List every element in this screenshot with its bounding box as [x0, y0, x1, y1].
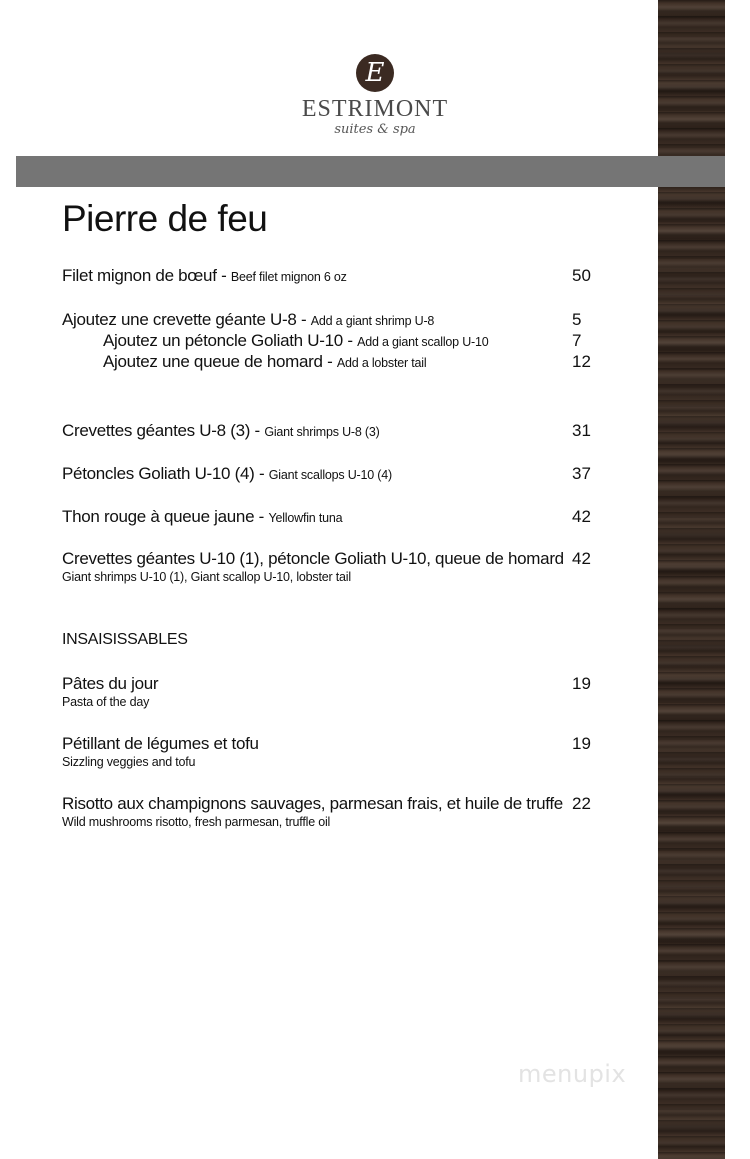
section-heading: INSAISISSABLES — [62, 631, 188, 648]
logo — [298, 54, 452, 138]
menu-item — [62, 507, 592, 527]
item-name-en: Giant shrimps U-10 (1), Giant scallop U-10, lobster tail — [62, 570, 351, 584]
item-price: 5 — [572, 310, 582, 329]
menu-item — [62, 734, 592, 769]
separator: - — [322, 352, 337, 371]
page-title: Pierre de feu — [62, 198, 268, 239]
item-name-fr: Pâtes du jour — [62, 674, 159, 693]
item-name-fr: Ajoutez une queue de homard — [103, 352, 323, 371]
logo-mark: E — [356, 54, 394, 92]
item-price: 37 — [572, 464, 591, 483]
item-price: 50 — [572, 266, 591, 285]
item-price: 42 — [572, 507, 591, 526]
item-name-en: Add a giant shrimp U-8 — [310, 314, 435, 328]
item-price: 42 — [572, 549, 591, 568]
item-name-en: Giant shrimps U-8 (3) — [264, 425, 380, 439]
item-name-en: Sizzling veggies and tofu — [62, 755, 196, 769]
item-price: 22 — [572, 794, 591, 813]
item-name-fr: Pétoncles Goliath U-10 (4) — [62, 464, 255, 483]
menu-item — [103, 352, 592, 372]
menu-item — [62, 266, 592, 286]
menu-item — [62, 464, 592, 484]
menu-item — [62, 674, 592, 709]
item-name-fr: Ajoutez un pétoncle Goliath U-10 — [103, 331, 343, 350]
menu-item — [62, 794, 592, 829]
item-name-fr: Crevettes géantes U-8 (3) — [62, 421, 251, 440]
item-price: 31 — [572, 421, 591, 440]
menu-item — [62, 310, 592, 330]
separator: - — [250, 421, 265, 440]
logo-tagline: suites & spa — [334, 122, 416, 137]
logo-name: ESTRIMONT — [301, 96, 449, 122]
item-name-en: Pasta of the day — [62, 695, 150, 709]
item-price: 19 — [572, 734, 591, 753]
menu-item — [62, 421, 592, 441]
item-name-en: Giant scallops U-10 (4) — [268, 468, 392, 482]
item-name-en: Yellowfin tuna — [268, 511, 343, 525]
item-name-en: Wild mushrooms risotto, fresh parmesan, truffle oil — [62, 815, 331, 829]
item-name-fr: Pétillant de légumes et tofu — [62, 734, 259, 753]
item-name-fr: Crevettes géantes U-10 (1), pétoncle Goliath U-10, queue de homard — [62, 549, 564, 568]
header-bar — [16, 156, 725, 187]
menu-item — [62, 549, 592, 584]
menu-item — [103, 331, 592, 351]
item-name-en: Beef filet mignon 6 oz — [230, 270, 347, 284]
item-name-fr: Risotto aux champignons sauvages, parmesan frais, et huile de truffe — [62, 794, 563, 813]
item-name-en: Add a giant scallop U-10 — [357, 335, 489, 349]
item-name-en: Add a lobster tail — [336, 356, 427, 370]
item-name-fr: Thon rouge à queue jaune — [62, 507, 255, 526]
separator: - — [342, 331, 358, 350]
separator: - — [254, 464, 269, 483]
item-name-fr: Ajoutez une crevette géante U-8 — [62, 310, 297, 329]
separator: - — [216, 266, 231, 285]
item-name-fr: Filet mignon de bœuf — [62, 266, 217, 285]
separator: - — [296, 310, 311, 329]
watermark: menupix — [518, 1060, 627, 1088]
separator: - — [254, 507, 269, 526]
item-price: 12 — [572, 352, 591, 371]
item-price: 7 — [572, 331, 582, 350]
item-price: 19 — [572, 674, 591, 693]
